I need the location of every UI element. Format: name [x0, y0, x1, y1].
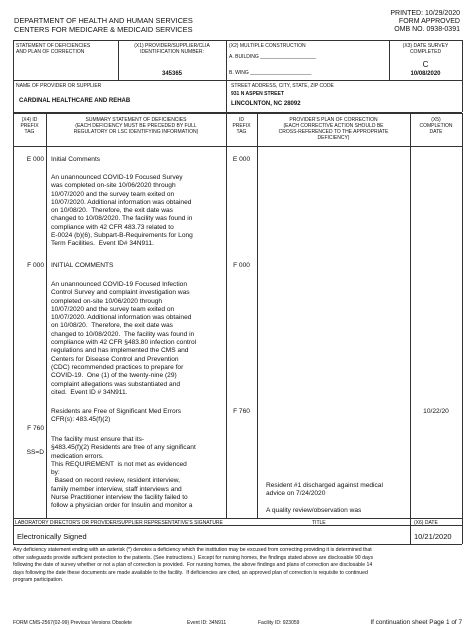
col-id-prefix: ID PREFIX TAG [232, 117, 251, 135]
multiple-construction-label: (X2) MULTIPLE CONSTRUCTION [229, 43, 306, 49]
f760-tag [13, 408, 44, 466]
continuation-page: If continuation sheet Page 1 of 7 [370, 619, 462, 626]
signature-date-label: (X6) DATE [414, 520, 438, 526]
col-summary-statement: SUMMARY STATEMENT OF DEFICIENCIES (EACH DEFICIENCY MUST BE PRECEDED BY FULL REGULATORY OR LSC IDENTIFYING INFORMATION) [73, 117, 199, 135]
provider-id-label: (X1) PROVIDER/SUPPLIER/CLIA IDENTIFICATION NUMBER: [134, 43, 210, 55]
title-label: TITLE [312, 520, 326, 526]
survey-completed-label: (X3) DATE SURVEY COMPLETED [402, 43, 449, 55]
form-approval-block [390, 10, 460, 35]
building-field: A. BUILDING ____________________ [229, 54, 316, 60]
statement-label: STATEMENT OF DEFICIENCIES AND PLAN OF CORRECTION [16, 43, 91, 55]
omb-number: OMB NO. 0938-0391 [394, 26, 460, 34]
e000-title: Initial Comments [51, 156, 101, 163]
form-id: FORM CMS-2567(02-99) Previous Versions Obsolete [13, 620, 132, 626]
signature-label: LABORATORY DIRECTOR'S OR PROVIDER/SUPPLIER REPRESENTATIVE'S SIGNATURE [15, 520, 223, 526]
department-line-1: DEPARTMENT OF HEALTH AND HUMAN SERVICES [14, 16, 193, 25]
survey-letter: C [422, 60, 429, 69]
f000-body: An unannounced COVID-19 Focused Infection Control Survey and complaint investigation was completed on-site 10/06/2020 through 10/07/2020 and the survey team exited on 10/07/2020. Additional information was obtained on 10/08/20. Therefore, the exit date was changed to 10/08/2020. The facility was found in compliance with 42 CFR §483.80 infection control regulations and has implemented the CMS and Centers for Disease Control and Prevention (CDC) recommended practices to prepare for COVID-19. One (1) of the twenty-nine (29) complaint allegations was substantiated and cited. Event ID # 34N911. [51, 281, 197, 396]
street-address-line-2: LINCOLNTON, NC 28092 [231, 101, 301, 107]
provider-id-value: 345365 [161, 71, 183, 77]
e000-id: E 000 [232, 156, 251, 163]
f760-completion-date: 10/22/20 [423, 408, 449, 415]
col-plan-of-correction: PROVIDER'S PLAN OF CORRECTION (EACH CORRECTIVE ACTION SHOULD BE CROSS-REFERENCED TO THE APPROPRIATE DEFICIENCY) [278, 117, 389, 141]
department-title [14, 17, 193, 34]
e000-tag: E 000 [26, 156, 44, 163]
form-approved: FORM APPROVED [398, 18, 460, 26]
survey-completed-date: 10/08/2020 [410, 71, 441, 77]
f760-scope-severity: SS=D [26, 449, 44, 457]
street-address-line-1: 931 N ASPEN STREET [231, 91, 284, 97]
electronic-signature: Electronically Signed [17, 532, 87, 541]
f000-tag: F 000 [27, 262, 44, 269]
printed-date: PRINTED: 10/29/2020 [390, 10, 460, 17]
f760-tag-code: F 760 [27, 424, 44, 432]
street-address-label: STREET ADDRESS, CITY, STATE, ZIP CODE [231, 83, 334, 89]
e000-body: An unannounced COVID-19 Focused Survey was completed on-site 10/06/2020 through 10/07/2020 and the survey team exited on 10/07/2020. Additional information was obtained on 10/08/20. Therefore, the exit date was changed to 10/08/2020. The facility was found in compliance with 42 CFR 483.73 related to E-0024 (b)(6), Subpart-B-Requirements for Long Term Facilities. Event ID# 34N911. [51, 174, 193, 248]
signature-date: 10/21/2020 [414, 532, 452, 541]
provider-name-value: CARDINAL HEALTHCARE AND REHAB [19, 98, 131, 104]
event-id: Event ID: 34N911 [187, 620, 227, 626]
department-line-2: CENTERS FOR MEDICARE & MEDICAID SERVICES [14, 24, 193, 34]
col-completion-date: (X5) COMPLETION DATE [419, 117, 453, 135]
facility-id: Facility ID: 923059 [258, 620, 300, 626]
f760-id: F 760 [233, 408, 250, 415]
disclaimer-text: Any deficiency statement ending with an asterisk (*) denotes a deficiency which the institution may be excused from correcting providing it is determined that other safeguards provide sufficient protection to the patients. (See instructions.) Except for nursing homes, the findings stated above are disclosable 90 days following the date of survey whether or not a plan of correction is provided. For nursing homes, the above findings and plans of correction are disclosable 14 days following the date these documents are made available to the facility. If deficiencies are cited, an approved plan of correction is requisite to continued program participation. [13, 547, 374, 584]
f760-body: The facility must ensure that its- §483.45(f)(2) Residents are free of any significant medication errors. This REQUIREMENT is not met as evidenced by: Based on record review, resident interview, family member interview, staff interviews and Nurse Practitioner interview the facility failed to follow a physician order for Insulin and monitor a [51, 436, 196, 510]
f000-id: F 000 [233, 262, 250, 269]
f760-plan-of-correction: Resident #1 discharged against medical advice on 7/24/2020 A quality review/observation was [266, 482, 383, 514]
wing-field: B. WING ______________________ [229, 70, 312, 76]
f760-title: Residents are Free of Significant Med Errors CFR(s): 483.45(f)(2) [51, 408, 182, 424]
provider-name-label: NAME OF PROVIDER OR SUPPLIER [16, 83, 102, 89]
f000-title: INITIAL COMMENTS [51, 262, 114, 269]
col-prefix-tag: (X4) ID PREFIX TAG [20, 117, 39, 135]
